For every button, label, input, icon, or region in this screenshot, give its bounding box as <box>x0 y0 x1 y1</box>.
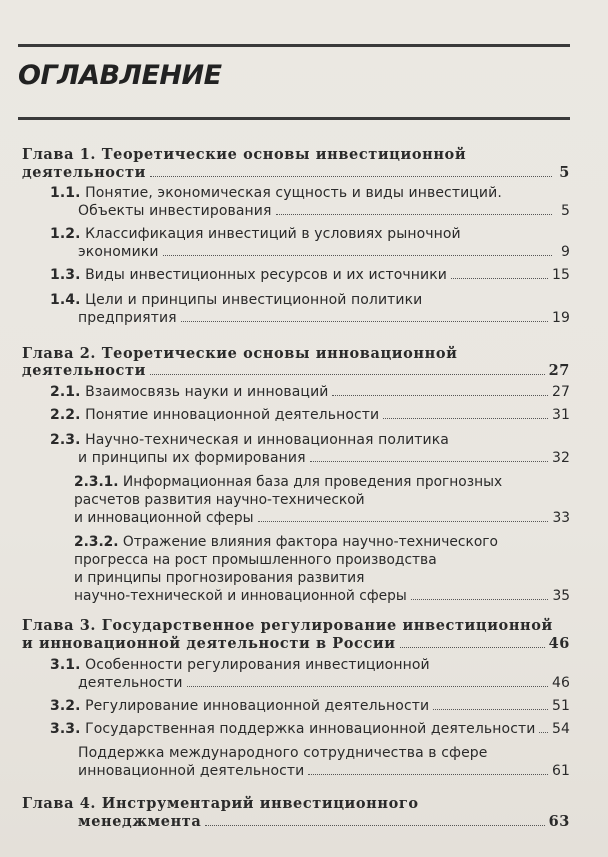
chapter-3-entry[interactable] <box>22 635 570 652</box>
chapter-1-label: Глава 1. <box>22 146 97 163</box>
page-number: 61 <box>551 763 570 779</box>
section-number: 1.1. <box>50 185 81 201</box>
section-1-3-entry[interactable] <box>50 267 570 284</box>
leader-dots <box>400 647 545 648</box>
leader-dots <box>411 599 549 600</box>
chapter-4-title-line-1: Инструментарий инвестиционного <box>101 795 419 812</box>
section-2-3-title <box>50 432 449 449</box>
section-2-2-entry[interactable] <box>50 407 570 424</box>
chapter-2-label: Глава 2. <box>22 345 97 362</box>
chapter-2-title-line-1: Теоретические основы инновационной <box>101 345 458 362</box>
page-number: 46 <box>548 635 570 652</box>
leader-dots <box>433 709 548 710</box>
chapter-3-title-line-2: и инновационной деятельности в России <box>22 635 396 652</box>
section-2-3-2-line-3: и принципы прогнозирования развития <box>74 570 365 586</box>
section-line-1: Научно-техническая и инновационная политика <box>85 432 449 448</box>
leader-dots <box>163 255 552 256</box>
section-2-3-2-title <box>74 534 498 551</box>
chapter-2-entry[interactable] <box>22 362 570 379</box>
section-number: 1.2. <box>50 226 81 242</box>
leader-dots <box>539 732 548 733</box>
chapter-2-title-line-2: деятельности <box>22 362 146 379</box>
section-line-1: Взаимосвязь науки и инноваций <box>85 384 329 400</box>
leader-dots <box>451 278 548 279</box>
section-2-3-1-line-2: расчетов развития научно-технической <box>74 492 365 508</box>
section-2-3-2-line-2: прогресса на рост промышленного производства <box>74 552 437 568</box>
leader-dots <box>310 461 548 462</box>
chapter-3-title-line-1: Государственное регулирование инвестиционной <box>101 617 553 634</box>
leader-dots <box>150 176 552 177</box>
section-1-1-entry[interactable] <box>78 203 570 220</box>
section-2-3-2-entry[interactable] <box>74 588 570 605</box>
section-2-1-entry[interactable] <box>50 384 570 401</box>
section-line-4: научно-технической и инновационной сферы <box>74 588 407 604</box>
chapter-3-label: Глава 3. <box>22 617 97 634</box>
page-number: 63 <box>548 813 570 830</box>
chapter-2-title <box>22 345 457 362</box>
page-number: 46 <box>551 675 570 691</box>
leader-dots <box>276 214 553 215</box>
leader-dots <box>150 374 545 375</box>
section-1-4-title <box>50 292 422 309</box>
chapter-4-label: Глава 4. <box>22 795 97 812</box>
section-3-3-entry[interactable] <box>50 721 570 738</box>
leader-dots <box>187 686 548 687</box>
section-1-4-entry[interactable] <box>78 310 570 327</box>
section-number: 3.1. <box>50 657 81 673</box>
section-3-1-entry[interactable] <box>78 675 570 692</box>
page-number: 19 <box>551 310 570 326</box>
page-number: 15 <box>551 267 570 283</box>
leader-dots <box>181 321 548 322</box>
leader-dots <box>258 521 549 522</box>
section-line-2: инновационной деятельности <box>78 763 305 779</box>
section-2-3-entry[interactable] <box>78 450 570 467</box>
page-number: 54 <box>551 721 570 737</box>
subsection-entry[interactable] <box>78 763 570 780</box>
section-line-2: и принципы их формирования <box>78 450 306 466</box>
chapter-4-title-line-2: менеджмента <box>78 813 202 830</box>
section-line-2: Объекты инвестирования <box>78 203 272 219</box>
section-1-1-title <box>50 185 502 202</box>
section-3-1-title <box>50 657 430 674</box>
page-number: 33 <box>552 510 570 526</box>
section-number: 3.3. <box>50 721 81 737</box>
page-number: 32 <box>551 450 570 466</box>
section-1-2-entry[interactable] <box>78 244 570 261</box>
section-line-1: Понятие, экономическая сущность и виды инвестиций. <box>85 185 502 201</box>
leader-dots <box>332 395 548 396</box>
page-number: 35 <box>552 588 570 604</box>
section-line-1: Отражение влияния фактора научно-технического <box>122 534 498 550</box>
page-number: 31 <box>551 407 570 423</box>
chapter-1-entry[interactable] <box>22 164 570 181</box>
page-number: 27 <box>548 362 570 379</box>
section-line-3: и инновационной сферы <box>74 510 254 526</box>
leader-dots <box>205 825 544 826</box>
section-line-1: Регулирование инновационной деятельности <box>85 698 430 714</box>
section-number: 2.1. <box>50 384 81 400</box>
section-number: 2.2. <box>50 407 81 423</box>
subsection-title: Поддержка международного сотрудничества в сфере <box>78 745 488 761</box>
section-number: 2.3.2. <box>74 534 119 550</box>
section-3-2-entry[interactable] <box>50 698 570 715</box>
section-number: 1.4. <box>50 292 81 308</box>
section-2-3-1-entry[interactable] <box>74 510 570 527</box>
leader-dots <box>308 774 548 775</box>
section-line-1: Классификация инвестиций в условиях рыночной <box>85 226 461 242</box>
chapter-1-title-line-2: деятельности <box>22 164 146 181</box>
section-line-1: Виды инвестиционных ресурсов и их источники <box>85 267 447 283</box>
page-number: 27 <box>551 384 570 400</box>
page-number: 51 <box>551 698 570 714</box>
chapter-3-title <box>22 617 553 634</box>
section-number: 3.2. <box>50 698 81 714</box>
section-line-1: Информационная база для проведения прогнозных <box>122 474 503 490</box>
section-number: 1.3. <box>50 267 81 283</box>
leader-dots <box>383 418 548 419</box>
chapter-1-title-line-1: Теоретические основы инвестиционной <box>101 146 467 163</box>
section-2-3-1-title <box>74 474 502 491</box>
page-number: 9 <box>560 244 570 260</box>
section-number: 2.3. <box>50 432 81 448</box>
chapter-1-title <box>22 146 466 163</box>
section-line-1: Особенности регулирования инвестиционной <box>85 657 430 673</box>
chapter-4-entry[interactable] <box>78 813 570 830</box>
section-line-2: предприятия <box>78 310 177 326</box>
section-line-1: Цели и принципы инвестиционной политики <box>85 292 423 308</box>
page-number: 5 <box>559 164 570 181</box>
section-number: 2.3.1. <box>74 474 119 490</box>
section-1-2-title <box>50 226 461 243</box>
page-title: ОГЛАВЛЕНИЕ <box>18 60 222 91</box>
section-line-1: Государственная поддержка инновационной деятельности <box>85 721 536 737</box>
section-line-2: экономики <box>78 244 159 260</box>
page-number: 5 <box>560 203 570 219</box>
section-line-1: Понятие инновационной деятельности <box>85 407 380 423</box>
section-line-2: деятельности <box>78 675 183 691</box>
chapter-4-title <box>22 795 419 812</box>
